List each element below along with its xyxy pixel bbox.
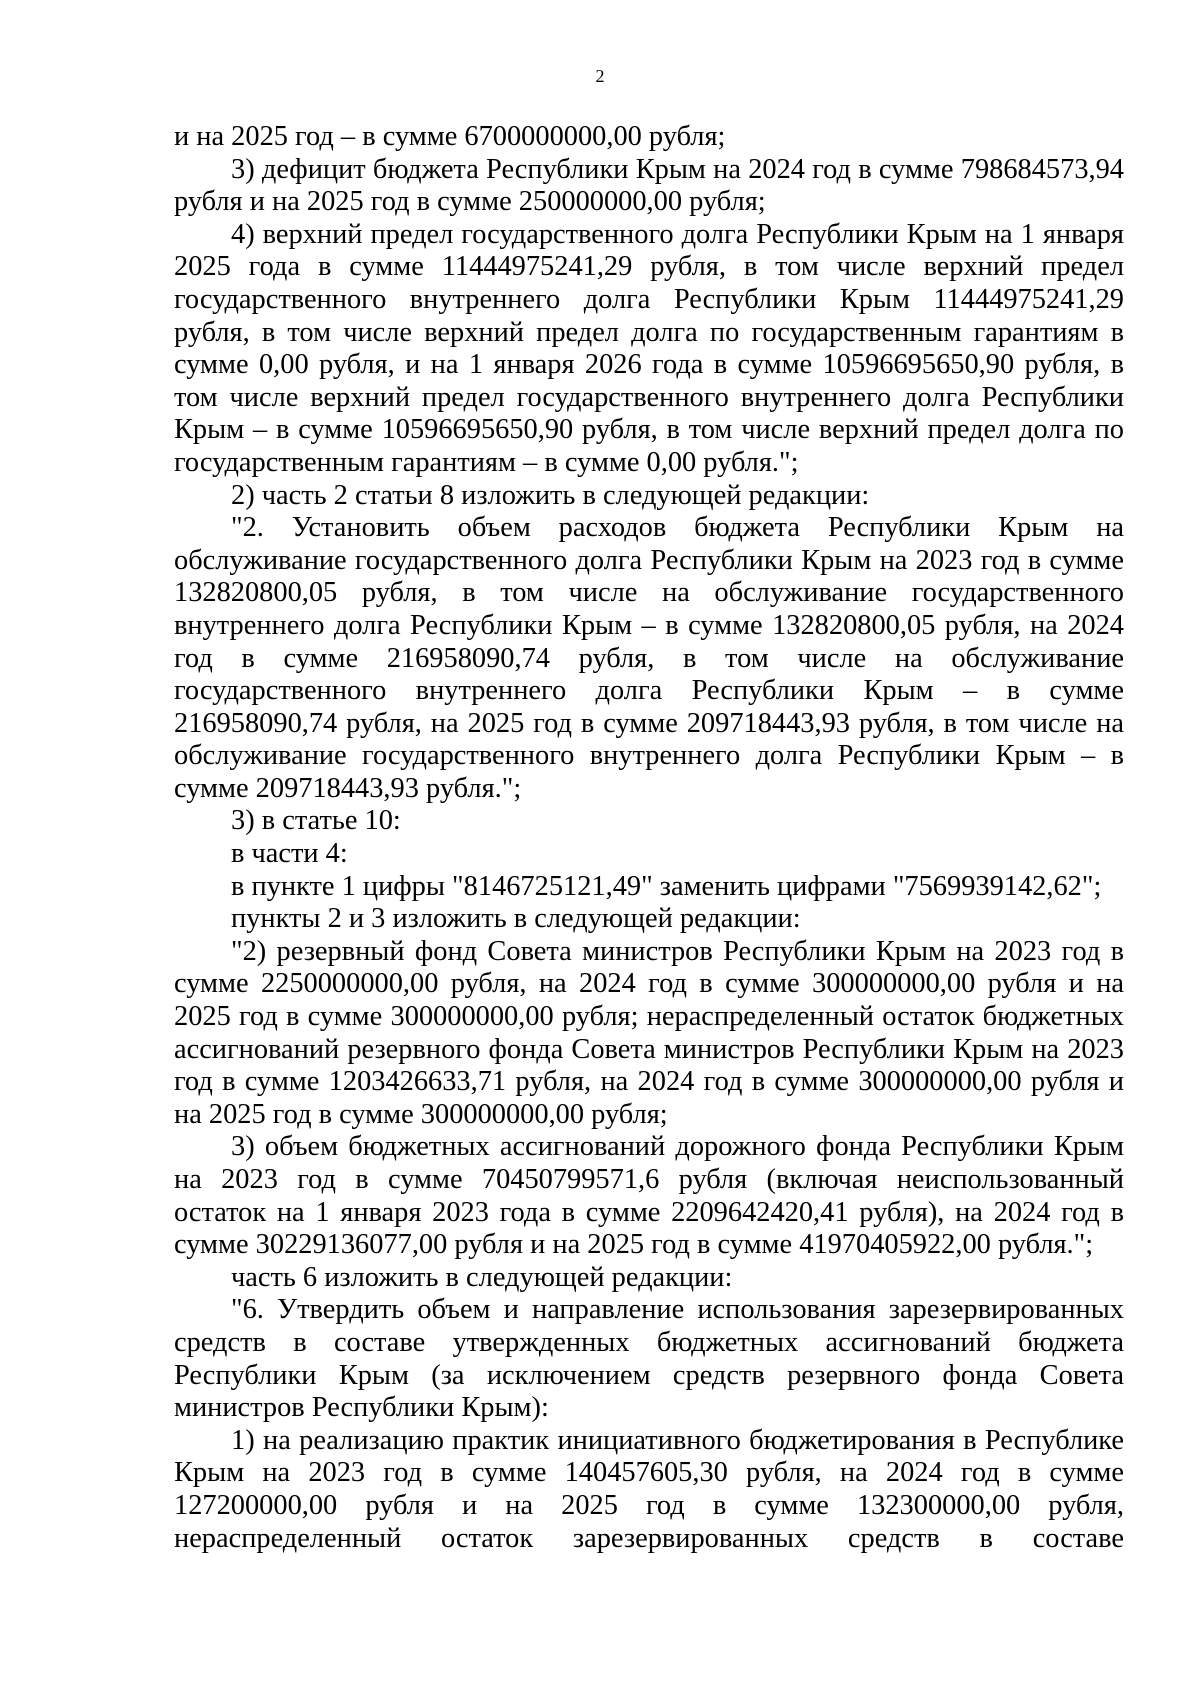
paragraph: "2) резервный фонд Совета министров Республики Крым на 2023 год в сумме 2250000000,00 рубля, на 2024 год в сумме 300000000,00 рубля и на 2025 год в сумме 300000000,00 рубля; нераспределенный остаток бюджетных ассигнований резервного фонда Совета министров Республики Крым на 2023 год в сумме 1203426633,71 рубля, на 2024 год в сумме 300000000,00 рубля и на 2025 год в сумме 300000000,00 рубля; (174, 935, 1124, 1130)
document-body (174, 121, 1124, 1555)
paragraph: в части 4: (231, 838, 348, 870)
paragraph: в пункте 1 цифры "8146725121,49" заменить цифрами "7569939142,62"; (231, 870, 1102, 902)
paragraph: 4) верхний предел государственного долга Республики Крым на 1 января 2025 года в сумме 11444975241,29 рубля, в том числе верхний предел государственного внутреннего долга Республики Крым 11444975241,29 рубля, в том числе верхний предел долга по государственным гарантиям в сумме 0,00 рубля, и на 1 января 2026 года в сумме 10596695650,90 рубля, в том числе верхний предел государственного внутреннего долга Республики Крым – в сумме 10596695650,90 рубля, в том числе верхний предел долга по государственным гарантиям – в сумме 0,00 рубля."; (174, 218, 1124, 478)
page-number: 2 (595, 66, 605, 86)
paragraph: "2. Установить объем расходов бюджета Республики Крым на обслуживание государственного долга Республики Крым на 2023 год в сумме 132820800,05 рубля, в том числе на обслуживание государственного внутреннего долга Республики Крым – в сумме 132820800,05 рубля, на 2024 год в сумме 216958090,74 рубля, в том числе на обслуживание государственного внутреннего долга Республики Крым – в сумме 216958090,74 рубля, на 2025 год в сумме 209718443,93 рубля, в том числе на обслуживание государственного внутреннего долга Республики Крым – в сумме 209718443,93 рубля."; (174, 512, 1124, 804)
paragraph: 1) на реализацию практик инициативного бюджетирования в Республике Крым на 2023 год в сумме 140457605,30 рубля, на 2024 год в сумме 127200000,00 рубля и на 2025 год в сумме 132300000,00 рубля, нераспределенный остаток зарезервированных средств в составе (174, 1424, 1124, 1554)
paragraph: и на 2025 год – в сумме 6700000000,00 рубля; (174, 121, 726, 152)
paragraph: часть 6 изложить в следующей редакции: (231, 1261, 733, 1293)
paragraph: 3) объем бюджетных ассигнований дорожного фонда Республики Крым на 2023 год в сумме 70450799571,6 рубля (включая неиспользованный остаток на 1 января 2023 года в сумме 2209642420,41 рубля), на 2024 год в сумме 30229136077,00 рубля и на 2025 год в сумме 41970405922,00 рубля."; (174, 1131, 1124, 1261)
paragraph: "6. Утвердить объем и направление использования зарезервированных средств в составе утвержденных бюджетных ассигнований бюджета Республики Крым (за исключением средств резервного фонда Совета министров Республики Крым): (174, 1294, 1124, 1424)
paragraph: 3) дефицит бюджета Республики Крым на 2024 год в сумме 798684573,94 рубля и на 2025 год в сумме 250000000,00 рубля; (174, 153, 1124, 218)
paragraph: 3) в статье 10: (231, 805, 401, 837)
paragraph: пункты 2 и 3 изложить в следующей редакции: (231, 903, 801, 935)
paragraph: 2) часть 2 статьи 8 изложить в следующей редакции: (231, 479, 870, 511)
